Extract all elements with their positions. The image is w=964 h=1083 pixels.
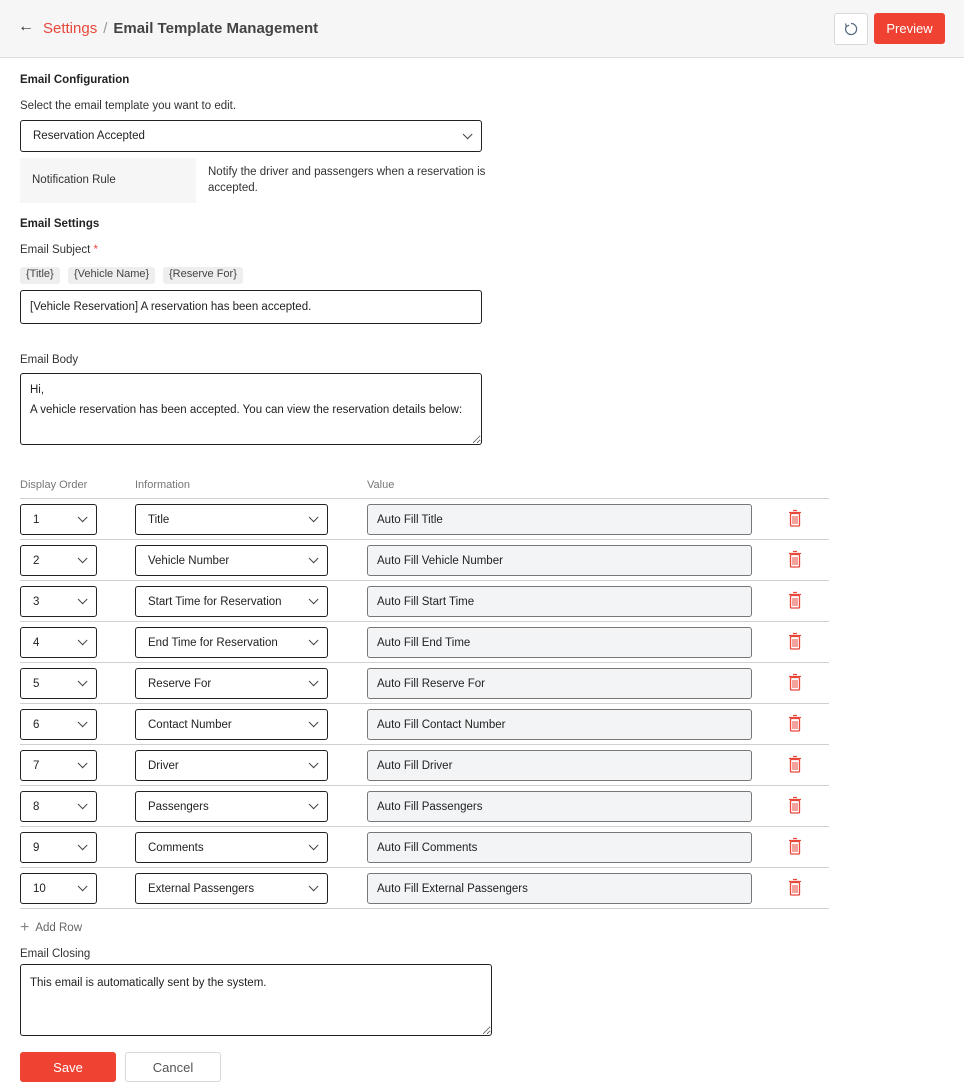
delete-row-button[interactable] [788, 591, 802, 609]
display-order-value: 3 [33, 595, 40, 608]
display-order-value: 5 [33, 677, 40, 690]
display-order-value: 10 [33, 882, 46, 895]
table-row [20, 580, 829, 621]
column-header-value: Value [367, 479, 395, 491]
information-value: External Passengers [148, 882, 255, 895]
chevron-down-icon [78, 594, 88, 604]
chevron-down-icon [309, 676, 319, 686]
add-row-button[interactable] [20, 919, 83, 936]
placeholder-chip-vehicle-name[interactable]: {Vehicle Name} [68, 267, 155, 284]
display-order-value: 1 [33, 513, 40, 526]
information-select[interactable] [135, 545, 328, 576]
display-order-select[interactable] [20, 504, 97, 535]
save-button[interactable]: Save [20, 1052, 116, 1082]
breadcrumb [43, 20, 318, 37]
placeholder-chip-reserve-for[interactable]: {Reserve For} [163, 267, 243, 284]
chevron-down-icon [78, 635, 88, 645]
chevron-down-icon [309, 717, 319, 727]
breadcrumb-separator: / [103, 20, 108, 37]
delete-row-button[interactable] [788, 509, 802, 527]
email-subject-input[interactable]: [Vehicle Reservation] A reservation has been accepted. [20, 290, 482, 324]
trash-icon [788, 755, 802, 773]
chevron-down-icon [309, 512, 319, 522]
trash-icon [788, 509, 802, 527]
value-field: Auto Fill Passengers [367, 791, 752, 822]
template-select[interactable] [20, 120, 482, 152]
value-field: Auto Fill Contact Number [367, 709, 752, 740]
page-title: Email Template Management [113, 20, 319, 37]
information-select[interactable] [135, 668, 328, 699]
trash-icon [788, 796, 802, 814]
chevron-down-icon [309, 799, 319, 809]
chevron-down-icon [78, 758, 88, 768]
trash-icon [788, 714, 802, 732]
email-closing-label: Email Closing [20, 948, 91, 960]
placeholder-chip-title[interactable]: {Title} [20, 267, 60, 284]
display-order-select[interactable] [20, 791, 97, 822]
refresh-icon [844, 22, 858, 36]
email-settings-heading: Email Settings [20, 218, 100, 230]
table-row [20, 539, 829, 580]
page-header [0, 0, 964, 58]
email-body-textarea[interactable] [20, 373, 482, 445]
trash-icon [788, 550, 802, 568]
chevron-down-icon [78, 512, 88, 522]
display-order-value: 7 [33, 759, 40, 772]
table-row [20, 826, 829, 867]
refresh-button[interactable] [834, 13, 868, 45]
display-order-value: 6 [33, 718, 40, 731]
email-configuration-heading: Email Configuration [20, 74, 130, 86]
information-value: Driver [148, 759, 179, 772]
email-subject-label-text: Email Subject [20, 244, 91, 256]
information-select[interactable] [135, 832, 328, 863]
column-header-display-order: Display Order [20, 479, 88, 491]
delete-row-button[interactable] [788, 755, 802, 773]
plus-icon: + [20, 919, 30, 936]
template-select-value: Reservation Accepted [33, 130, 145, 142]
information-select[interactable] [135, 709, 328, 740]
column-header-information: Information [135, 479, 191, 491]
chevron-down-icon [78, 717, 88, 727]
display-order-select[interactable] [20, 873, 97, 904]
delete-row-button[interactable] [788, 796, 802, 814]
delete-row-button[interactable] [788, 878, 802, 896]
value-field: Auto Fill Driver [367, 750, 752, 781]
back-arrow-icon[interactable]: ← [18, 18, 34, 35]
information-value: Title [148, 513, 170, 526]
information-value: Comments [148, 841, 204, 854]
table-bottom-divider [20, 908, 829, 909]
chevron-down-icon [309, 553, 319, 563]
value-field: Auto Fill Reserve For [367, 668, 752, 699]
trash-icon [788, 673, 802, 691]
display-order-value: 8 [33, 800, 40, 813]
table-row [20, 662, 829, 703]
table-row [20, 498, 829, 539]
trash-icon [788, 878, 802, 896]
display-order-select[interactable] [20, 832, 97, 863]
delete-row-button[interactable] [788, 632, 802, 650]
chevron-down-icon [309, 758, 319, 768]
information-select[interactable] [135, 504, 328, 535]
cancel-button[interactable]: Cancel [125, 1052, 221, 1082]
value-field: Auto Fill Comments [367, 832, 752, 863]
table-row [20, 867, 829, 908]
chevron-down-icon [309, 635, 319, 645]
table-row [20, 703, 829, 744]
display-order-select[interactable] [20, 750, 97, 781]
display-order-select[interactable] [20, 627, 97, 658]
value-field: Auto Fill Title [367, 504, 752, 535]
display-order-select[interactable] [20, 545, 97, 576]
required-mark: * [93, 244, 98, 256]
delete-row-button[interactable] [788, 837, 802, 855]
table-row [20, 621, 829, 662]
value-field: Auto Fill Vehicle Number [367, 545, 752, 576]
email-subject-label [20, 244, 98, 256]
notification-rule-description: Notify the driver and passengers when a reservation is accepted. [208, 166, 486, 194]
information-value: Start Time for Reservation [148, 595, 282, 608]
display-order-value: 4 [33, 636, 40, 649]
information-select[interactable] [135, 750, 328, 781]
table-row [20, 744, 829, 785]
information-value: Vehicle Number [148, 554, 230, 567]
chevron-down-icon [463, 129, 473, 139]
information-value: Reserve For [148, 677, 212, 690]
template-select-label: Select the email template you want to edit. [20, 100, 237, 112]
chevron-down-icon [78, 881, 88, 891]
information-value: Contact Number [148, 718, 232, 731]
delete-row-button[interactable] [788, 714, 802, 732]
chevron-down-icon [309, 881, 319, 891]
trash-icon [788, 591, 802, 609]
email-body-label: Email Body [20, 354, 79, 366]
chevron-down-icon [78, 676, 88, 686]
information-value: End Time for Reservation [148, 636, 278, 649]
information-select[interactable] [135, 586, 328, 617]
add-row-label: Add Row [35, 922, 83, 934]
value-field: Auto Fill End Time [367, 627, 752, 658]
chevron-down-icon [78, 553, 88, 563]
value-field: Auto Fill External Passengers [367, 873, 752, 904]
display-order-value: 9 [33, 841, 40, 854]
trash-icon [788, 632, 802, 650]
trash-icon [788, 837, 802, 855]
delete-row-button[interactable] [788, 550, 802, 568]
chevron-down-icon [78, 799, 88, 809]
table-row [20, 785, 829, 826]
chevron-down-icon [309, 594, 319, 604]
notification-rule-label: Notification Rule [20, 158, 196, 203]
information-select[interactable] [135, 627, 328, 658]
email-closing-textarea[interactable] [20, 964, 492, 1036]
preview-button[interactable]: Preview [874, 13, 945, 44]
breadcrumb-settings-link[interactable]: Settings [43, 20, 98, 37]
information-value: Passengers [148, 800, 209, 813]
information-select[interactable] [135, 873, 328, 904]
value-field: Auto Fill Start Time [367, 586, 752, 617]
display-order-select[interactable] [20, 709, 97, 740]
display-order-select[interactable] [20, 668, 97, 699]
display-order-value: 2 [33, 554, 40, 567]
delete-row-button[interactable] [788, 673, 802, 691]
chevron-down-icon [78, 840, 88, 850]
chevron-down-icon [309, 840, 319, 850]
information-select[interactable] [135, 791, 328, 822]
display-order-select[interactable] [20, 586, 97, 617]
